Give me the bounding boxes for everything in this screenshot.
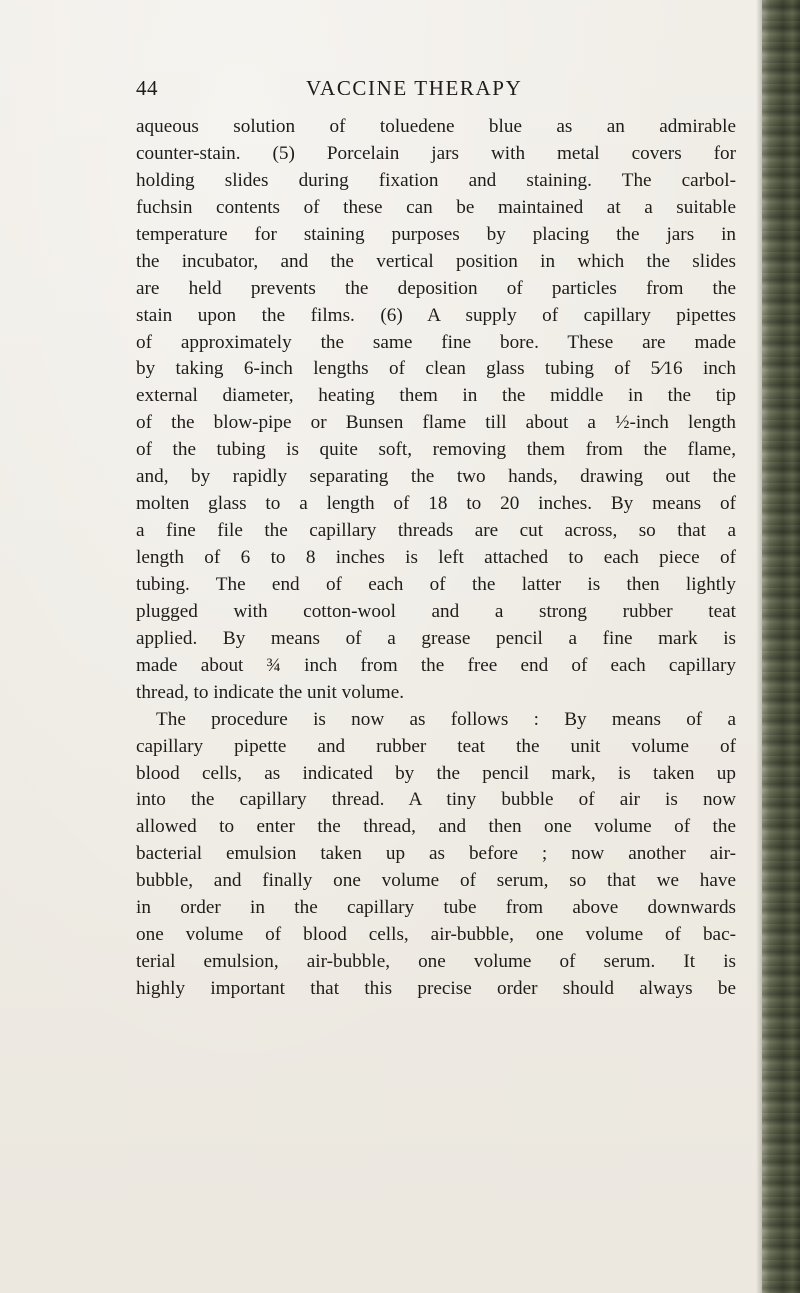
text-line: capillary pipette and rubber teat the unit volume of — [136, 735, 736, 757]
text-line: one volume of blood cells, air-bubble, one volume of bac- — [136, 924, 736, 946]
page-number: 44 — [136, 76, 158, 100]
text-line: applied. By means of a grease pencil a fine mark is — [136, 627, 736, 649]
book-binding-edge — [762, 0, 800, 1293]
text-line: fuchsin contents of these can be maintained at a suitable — [136, 196, 736, 218]
text-line: bacterial emulsion taken up as before ; now another air- — [136, 843, 736, 865]
text-line: thread, to indicate the unit volume. — [136, 681, 405, 703]
text-line: length of 6 to 8 inches is left attached to each piece of — [136, 547, 736, 568]
text-line: are held prevents the deposition of particles from the — [136, 277, 736, 299]
text-line: of the blow-pipe or Bunsen flame till about a ½-inch length — [136, 412, 736, 434]
text-line: molten glass to a length of 18 to 20 inches. By means of — [136, 493, 736, 515]
running-head-title: VACCINE THERAPY — [306, 76, 523, 100]
text-line: a fine file the capillary threads are cut across, so that a — [136, 520, 736, 542]
text-line: stain upon the films. (6) A supply of capillary pipettes — [136, 304, 736, 326]
text-line: plugged with cotton-wool and a strong rubber teat — [136, 600, 736, 622]
running-header — [136, 76, 736, 106]
text-line: counter-stain. (5) Porcelain jars with metal covers for — [136, 142, 736, 164]
text-line: temperature for staining purposes by placing the jars in — [136, 223, 736, 245]
text-line: in order in the capillary tube from above downwards — [136, 897, 736, 919]
text-line: aqueous solution of toluedene blue as an admirable — [136, 116, 736, 137]
text-line: tubing. The end of each of the latter is then lightly — [136, 573, 736, 595]
text-line: and, by rapidly separating the two hands, drawing out the — [136, 466, 736, 488]
text-line: made about ¾ inch from the free end of each capillary — [136, 654, 736, 676]
text-line: allowed to enter the thread, and then one volume of the — [136, 816, 736, 838]
text-line: terial emulsion, air-bubble, one volume of serum. It is — [136, 951, 736, 973]
text-line: of the tubing is quite soft, removing them from the flame, — [136, 439, 736, 461]
text-line: external diameter, heating them in the middle in the tip — [136, 385, 736, 407]
text-line: The procedure is now as follows : By means of a — [156, 708, 736, 730]
text-line: by taking 6-inch lengths of clean glass tubing of 5⁄16 inch — [136, 358, 736, 380]
text-line: into the capillary thread. A tiny bubble of air is now — [136, 789, 736, 811]
text-line: blood cells, as indicated by the pencil mark, is taken up — [136, 762, 736, 784]
text-line: bubble, and finally one volume of serum, so that we have — [136, 870, 736, 892]
text-line: the incubator, and the vertical position in which the slides — [136, 250, 736, 272]
text-line: holding slides during fixation and staining. The carbol- — [136, 169, 736, 191]
text-line: of approximately the same fine bore. These are made — [136, 331, 736, 353]
body-text — [136, 114, 736, 1003]
text-line: highly important that this precise order should always be — [136, 978, 736, 999]
